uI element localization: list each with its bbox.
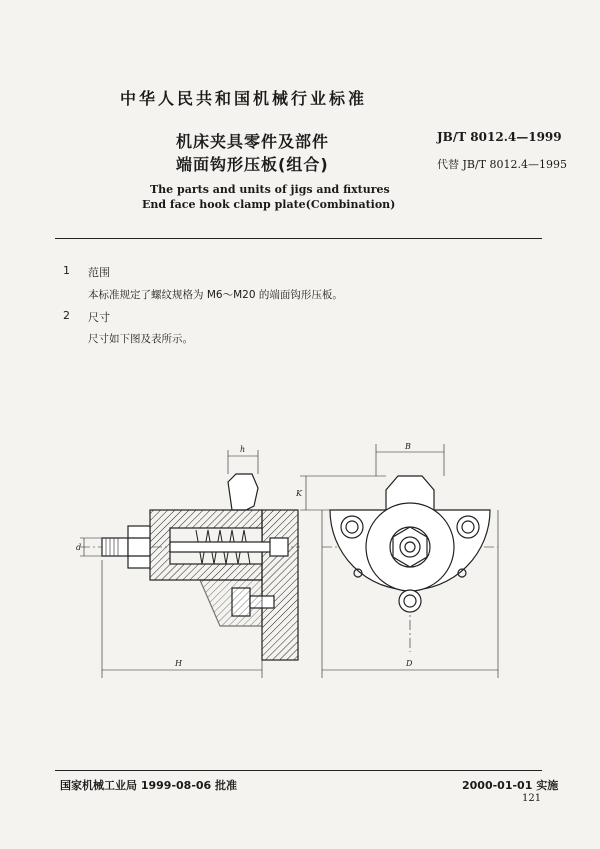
- issuing-authority: 中华人民共和国机械行业标准: [120, 89, 368, 108]
- dim-label-D: D: [406, 659, 413, 668]
- dim-label-h: h: [240, 445, 246, 454]
- implementation-date: 2000-01-01 实施: [462, 779, 559, 792]
- dim-label-d: d: [76, 543, 82, 552]
- title-chinese-line-2: 端面钩形压板(组合): [176, 155, 329, 174]
- title-chinese-line-1: 机床夹具零件及部件: [176, 132, 330, 151]
- dim-label-K: K: [296, 489, 302, 498]
- dim-label-H: H: [175, 659, 182, 668]
- approval-line: 国家机械工业局 1999-08-06 批准: [60, 779, 238, 792]
- section-2-number: 2: [63, 309, 70, 322]
- standard-code: JB/T 8012.4—1999: [437, 130, 562, 144]
- dim-label-B: B: [405, 442, 411, 451]
- section-1-text: 本标准规定了螺纹规格为 M6～M20 的端面钩形压板。: [88, 289, 343, 301]
- section-1-number: 1: [63, 264, 70, 277]
- front-view: [300, 444, 498, 678]
- section-1-title: 范围: [88, 266, 110, 279]
- title-english-line-1: The parts and units of jigs and fixtures: [150, 183, 390, 196]
- header-divider: [55, 238, 542, 239]
- footer-divider: [55, 770, 542, 771]
- page-number: 121: [522, 793, 542, 804]
- title-english-line-2: End face hook clamp plate(Combination): [142, 198, 396, 211]
- side-view: [80, 450, 300, 678]
- technical-drawing: [0, 430, 600, 690]
- section-2-title: 尺寸: [88, 311, 110, 324]
- section-2-text: 尺寸如下图及表所示。: [88, 333, 193, 345]
- replaces-standard: 代替 JB/T 8012.4—1995: [437, 158, 568, 171]
